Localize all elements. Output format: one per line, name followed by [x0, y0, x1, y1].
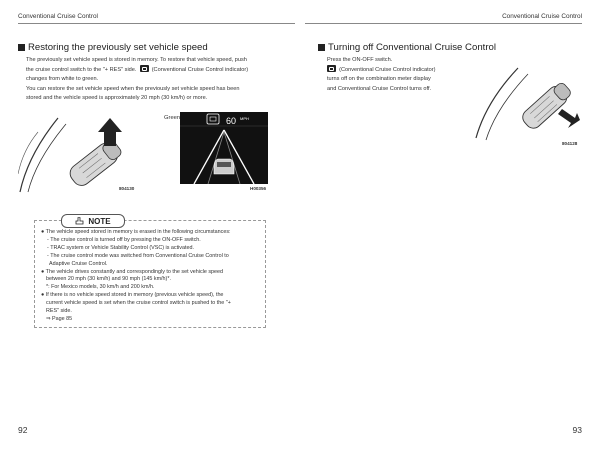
right-header-rule — [305, 23, 582, 24]
push-up-arrow-icon — [98, 118, 122, 146]
note-line: ● The vehicle drives constantly and correspondingly to the set vehicle speed — [41, 268, 224, 275]
para1-line-c-text: (Conventional Cruise Control indicator) — [151, 67, 249, 74]
right-section-title — [318, 42, 496, 53]
note-line: - The cruise control is turned off by pressing the ON-OFF switch. — [47, 236, 201, 243]
lever-resume-figure — [18, 110, 138, 194]
cruise-lever — [519, 80, 573, 132]
right-line-2 — [327, 65, 467, 75]
note-line: ● If there is no vehicle speed stored in memory (previous vehicle speed), the — [41, 292, 224, 299]
left-section-title-text: Restoring the previously set vehicle speed — [28, 42, 208, 53]
note-hand-icon — [75, 217, 84, 225]
note-line: between 20 mph (30 km/h) and 90 mph (145 km/h)*. — [46, 276, 171, 283]
note-title: NOTE — [88, 216, 111, 226]
left-running-header: Conventional Cruise Control — [18, 13, 98, 20]
left-header-rule — [18, 23, 295, 24]
steering-wheel-rim-inner — [486, 74, 528, 140]
right-figure-code: 804128 — [562, 141, 578, 146]
note-box — [34, 216, 266, 328]
para1-line-d: changes from white to green. — [26, 76, 99, 83]
steering-wheel-rim — [20, 118, 58, 192]
green-label: Green — [164, 115, 181, 121]
para1-line-b — [26, 65, 291, 75]
cruise-indicator-icon — [327, 65, 336, 72]
cruise-indicator-icon — [140, 65, 149, 72]
left-figure1-code: 804130 — [119, 186, 135, 191]
note-line: - The cruise control mode was switched from Conventional Cruise Control to — [47, 252, 229, 259]
steering-wheel-rim-inner — [28, 124, 66, 192]
note-tab — [61, 214, 125, 228]
left-body-text — [26, 56, 291, 103]
meter-display-figure — [180, 112, 268, 184]
right-line-4: and Conventional Cruise Control turns off. — [327, 85, 432, 92]
right-line-1: Press the ON-OFF switch. — [327, 57, 393, 63]
right-line-3: turns off on the combination meter display — [327, 76, 431, 83]
right-body-text — [327, 56, 467, 94]
section-square-icon — [318, 44, 325, 51]
note-body — [41, 229, 263, 324]
left-figure2-code: H00356 — [250, 186, 267, 191]
left-page-number: 92 — [18, 425, 28, 435]
note-line: current vehicle speed is set when the cruise control switch is pushed to the "+ — [46, 300, 231, 307]
own-vehicle-window — [217, 162, 231, 167]
note-line: ● The vehicle speed stored in memory is erased in the following circumstances: — [41, 229, 231, 235]
note-line: Adaptive Cruise Control. — [49, 260, 108, 267]
steering-wheel-rim — [476, 68, 518, 138]
press-arrow-icon — [558, 109, 580, 128]
para1-line-b-text: the cruise control switch to the "+ RES" side. — [26, 67, 137, 74]
para1-line-a: The previously set vehicle speed is stored in memory. To restore that vehicle speed, push — [26, 57, 247, 63]
note-line: - TRAC system or Vehicle Stability Control (VSC) is activated. — [47, 244, 194, 251]
right-running-header: Conventional Cruise Control — [502, 13, 582, 20]
note-line: RES" side. — [46, 308, 72, 315]
set-speed-unit: MPH — [240, 116, 249, 121]
para2-line-a: You can restore the set vehicle speed when the previously set vehicle speed has been — [26, 85, 240, 92]
right-page-number: 93 — [572, 425, 582, 435]
note-page-reference-link[interactable]: ⇒ Page 85 — [46, 315, 73, 322]
note-line: *: For Mexico models, 30 km/h and 200 km/h. — [46, 284, 155, 291]
right-section-title-text: Turning off Conventional Cruise Control — [328, 42, 496, 53]
section-square-icon — [18, 44, 25, 51]
para2-line-b: stored and the vehicle speed is approximately 20 mph (30 km/h) or more. — [26, 94, 208, 101]
left-section-title — [18, 42, 208, 53]
set-speed-value: 60 — [226, 116, 237, 126]
right-line-2-text: (Conventional Cruise Control indicator) — [339, 67, 436, 74]
lever-off-figure — [472, 62, 584, 142]
